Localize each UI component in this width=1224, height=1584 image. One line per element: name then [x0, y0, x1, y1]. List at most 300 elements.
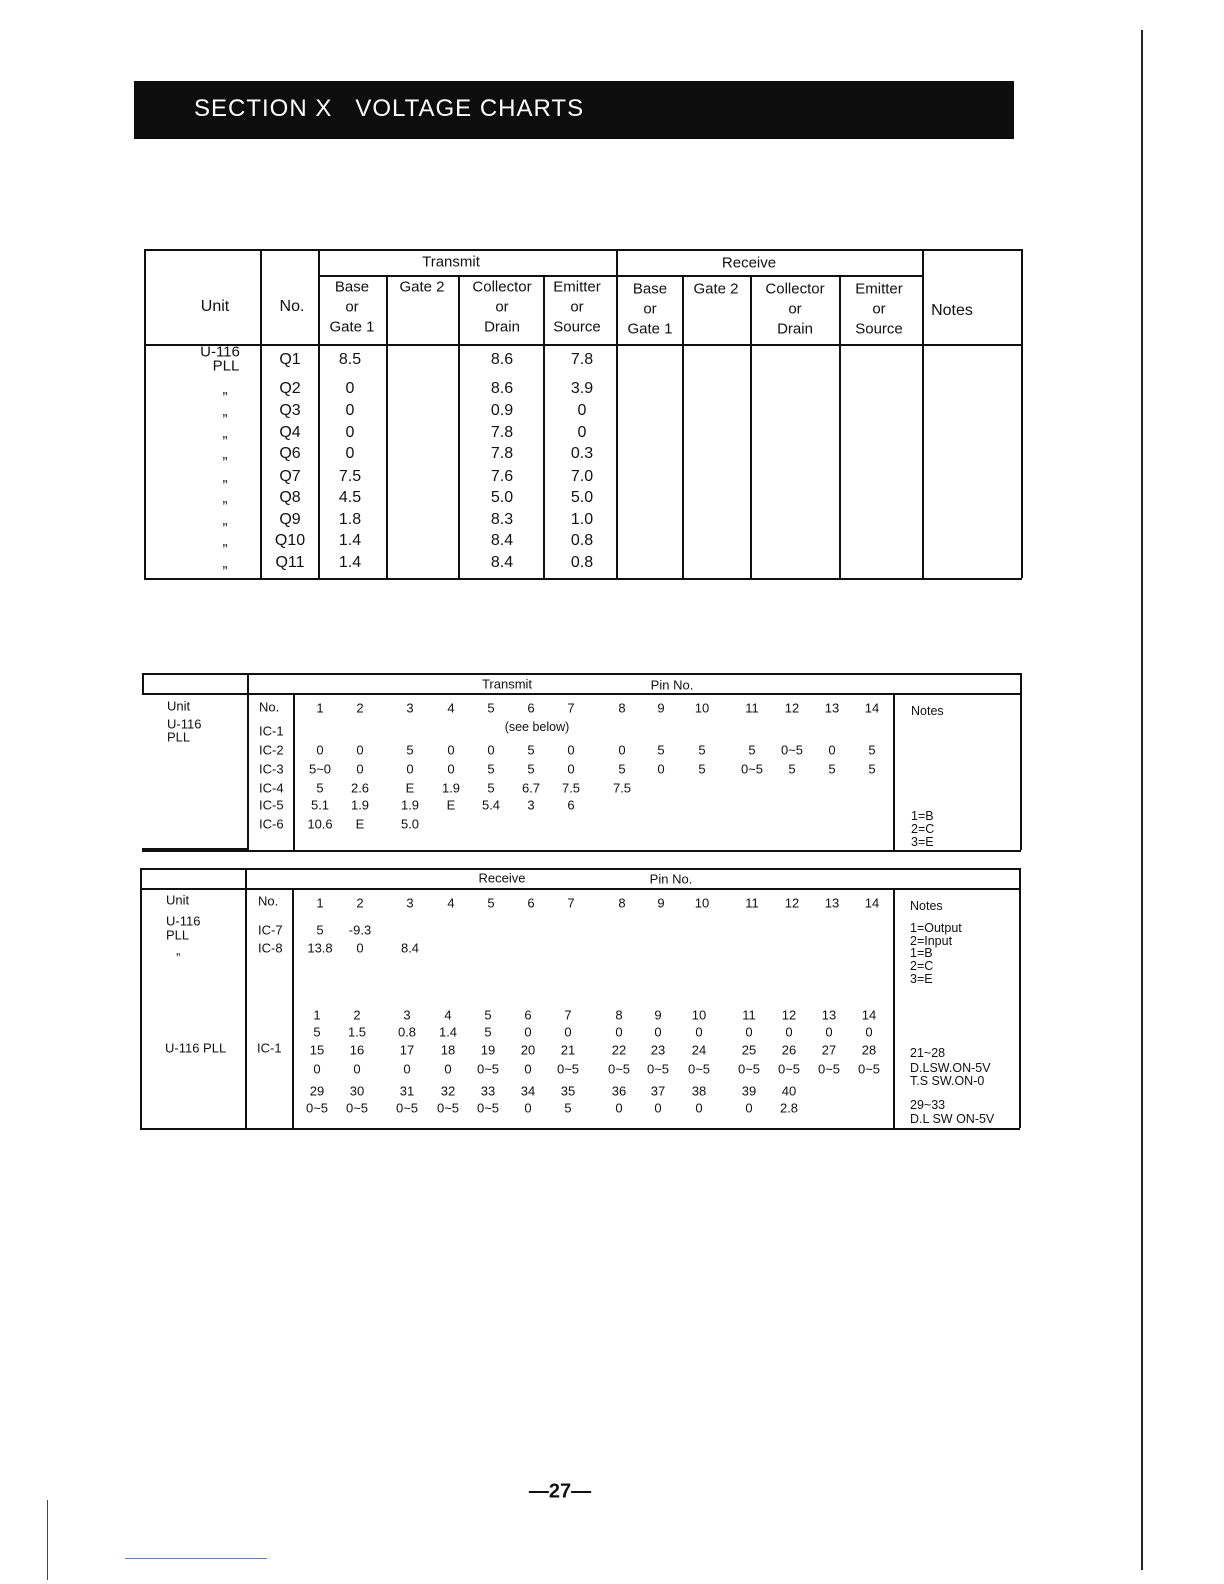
- group-header-receive: Receive: [721, 254, 777, 272]
- cell-collector: 0.9: [490, 402, 514, 419]
- pin-voltage: 5: [698, 761, 706, 777]
- pin-voltage: 1.9: [400, 797, 420, 813]
- pin-voltage: 5: [698, 742, 706, 758]
- cell-collector: 5.0: [490, 489, 514, 506]
- table-rule: [140, 868, 1019, 870]
- pin-voltage: 1.4: [438, 1024, 458, 1040]
- pin-number: 3: [406, 895, 414, 911]
- pin-no-header: Pin No.: [649, 871, 693, 887]
- row-unit: PLL: [167, 729, 191, 745]
- column-header-no: No.: [259, 699, 280, 715]
- pin-voltage: 0~5: [737, 1061, 761, 1077]
- pin-voltage: 5: [564, 1100, 572, 1116]
- table-rule: [893, 693, 895, 850]
- pin-voltage: 5: [313, 1024, 321, 1040]
- pin-voltage: 1.9: [350, 797, 370, 813]
- pin-number: 12: [784, 895, 800, 911]
- column-header-sub: Source: [553, 318, 601, 336]
- column-header-no: No.: [279, 298, 305, 315]
- pin-voltage: 0~5: [556, 1061, 580, 1077]
- ditto-mark: „: [222, 445, 228, 463]
- cell-base: 0: [345, 424, 355, 441]
- pin-voltage: 1: [313, 1007, 321, 1023]
- pin-voltage: 0: [654, 1024, 662, 1040]
- row-unit: U-116: [167, 716, 202, 732]
- pin-voltage: 6.7: [521, 780, 541, 796]
- pin-voltage: 9: [654, 1007, 662, 1023]
- column-header-notes: Notes: [910, 898, 943, 913]
- pin-voltage: 40: [781, 1083, 797, 1099]
- pin-voltage: 38: [691, 1083, 707, 1099]
- pin-voltage: 4: [444, 1007, 452, 1023]
- pin-voltage: 0: [615, 1100, 623, 1116]
- pin-voltage: 0: [615, 1024, 623, 1040]
- pin-voltage: 0.8: [397, 1024, 417, 1040]
- table-rule: [293, 693, 295, 850]
- table-rule: [142, 673, 1020, 675]
- pin-voltage: 21: [560, 1042, 576, 1058]
- pin-voltage: 0~5: [345, 1100, 369, 1116]
- table-rule: [1021, 249, 1023, 578]
- pin-number: 8: [618, 700, 626, 716]
- pin-voltage: 32: [440, 1083, 456, 1099]
- pin-number: 14: [864, 895, 880, 911]
- pin-voltage: 8: [615, 1007, 623, 1023]
- pin-voltage: 5: [618, 761, 626, 777]
- note-line: 2=C: [910, 958, 934, 973]
- pin-voltage: 0~5: [436, 1100, 460, 1116]
- note-line: D.L SW ON-5V: [910, 1111, 995, 1126]
- pin-voltage: 0: [447, 761, 455, 777]
- pin-voltage: 3: [527, 797, 535, 813]
- note-line: 1=B: [910, 945, 933, 960]
- row-no: IC-4: [259, 780, 284, 796]
- cell-collector: 8.4: [490, 532, 514, 549]
- pin-voltage: 0~5: [476, 1061, 500, 1077]
- pin-voltage: 5.4: [481, 797, 501, 813]
- section-header: [134, 81, 1014, 139]
- pin-voltage: 0: [316, 742, 324, 758]
- pin-voltage: 14: [861, 1007, 877, 1023]
- pin-voltage: 0: [695, 1100, 703, 1116]
- pin-number: 1: [316, 895, 324, 911]
- table-rule: [1020, 673, 1022, 850]
- pin-voltage: 37: [650, 1083, 666, 1099]
- pin-voltage: 5.0: [400, 816, 420, 832]
- cell-collector: 8.4: [490, 554, 514, 571]
- pin-voltage: 0: [695, 1024, 703, 1040]
- cell-emitter: 0.8: [570, 554, 594, 571]
- cell-base: 1.8: [338, 511, 362, 528]
- ditto-mark: „: [222, 532, 228, 550]
- pin-voltage: 0: [745, 1100, 753, 1116]
- table-rule: [292, 888, 294, 1128]
- pin-voltage: 0: [865, 1024, 873, 1040]
- pin-voltage: 19: [480, 1042, 496, 1058]
- group-header-transmit: Transmit: [422, 253, 480, 271]
- pin-voltage: 36: [611, 1083, 627, 1099]
- pin-voltage: 7: [564, 1007, 572, 1023]
- pin-voltage: 24: [691, 1042, 707, 1058]
- pin-voltage: 5.1: [310, 797, 330, 813]
- pin-voltage: E: [405, 780, 415, 796]
- pin-voltage: E: [446, 797, 456, 813]
- row-no: IC-7: [258, 922, 283, 938]
- note-line: 1=Output: [910, 920, 962, 935]
- pin-voltage: 16: [349, 1042, 365, 1058]
- row-unit: U-116 PLL: [165, 1040, 227, 1056]
- pin-voltage: E: [355, 816, 365, 832]
- cell-base: 1.4: [338, 554, 362, 571]
- table-rule: [144, 344, 1021, 346]
- cell-emitter: 3.9: [570, 380, 594, 397]
- table-rule: [318, 249, 320, 578]
- pin-voltage: 0~5: [777, 1061, 801, 1077]
- column-header-sub: Collector: [765, 280, 825, 298]
- pin-voltage: 0~5: [476, 1100, 500, 1116]
- pin-voltage: 5~0: [308, 761, 332, 777]
- table-rule: [142, 673, 144, 693]
- pin-number: 14: [864, 700, 880, 716]
- pin-voltage: 0: [444, 1061, 452, 1077]
- row-no: Q4: [279, 424, 301, 441]
- pin-voltage: 5: [657, 742, 665, 758]
- pin-voltage: 0: [524, 1061, 532, 1077]
- pin-number: 7: [567, 895, 575, 911]
- table-rule: [543, 275, 545, 578]
- pin-voltage: 0: [825, 1024, 833, 1040]
- table-rule: [750, 275, 752, 578]
- column-header-sub: or: [345, 298, 359, 316]
- row-no: Q9: [279, 511, 301, 528]
- ditto-mark: „: [222, 402, 228, 420]
- pin-voltage: 11: [742, 1007, 756, 1023]
- table-rule: [245, 868, 247, 1128]
- row-no: Q1: [279, 351, 301, 368]
- table-rule: [318, 275, 922, 277]
- note-line: D.LSW.ON-5V: [910, 1060, 991, 1075]
- pin-voltage: 3: [403, 1007, 411, 1023]
- row-no: Q8: [279, 489, 301, 506]
- pin-voltage: 0: [567, 761, 575, 777]
- pin-number: 4: [447, 895, 455, 911]
- pin-voltage: 0: [356, 940, 364, 956]
- column-header-unit: Unit: [200, 298, 230, 315]
- pin-number: 3: [406, 700, 414, 716]
- pin-number: 1: [316, 700, 324, 716]
- cell-emitter: 7.0: [570, 468, 594, 485]
- pin-voltage: 6: [524, 1007, 532, 1023]
- pin-voltage: 7.5: [612, 780, 632, 796]
- cell-emitter: 0.8: [570, 532, 594, 549]
- column-header-sub: Gate 2: [399, 278, 445, 296]
- pin-voltage: 39: [741, 1083, 757, 1099]
- column-header-sub: or: [788, 300, 802, 318]
- pin-voltage: 18: [440, 1042, 456, 1058]
- pin-voltage: 0: [353, 1061, 361, 1077]
- table-rule: [893, 888, 895, 1128]
- table-rule: [458, 275, 460, 578]
- table-rule: [386, 275, 388, 578]
- pin-voltage: 0~5: [646, 1061, 670, 1077]
- group-header-receive: Receive: [478, 870, 526, 886]
- cell-collector: 8.6: [490, 380, 514, 397]
- pin-voltage: 0~5: [395, 1100, 419, 1116]
- column-header-unit: Unit: [167, 698, 191, 714]
- cell-emitter: 0: [577, 402, 587, 419]
- note-line: 21~28: [910, 1045, 946, 1060]
- pin-voltage: 33: [480, 1083, 496, 1099]
- pin-voltage: 34: [520, 1083, 536, 1099]
- column-header-no: No.: [258, 893, 279, 909]
- pin-voltage: 27: [821, 1042, 837, 1058]
- column-header-sub: Base: [334, 278, 370, 296]
- pin-voltage: 6: [567, 797, 575, 813]
- column-header-sub: Collector: [472, 278, 532, 296]
- pin-voltage: 12: [781, 1007, 797, 1023]
- pin-number: 11: [745, 700, 759, 716]
- column-header-sub: or: [570, 298, 584, 316]
- column-header-sub: Drain: [777, 320, 813, 338]
- cell-collector: 8.6: [490, 351, 514, 368]
- cell-emitter: 5.0: [570, 489, 594, 506]
- pin-voltage: 0~5: [780, 742, 804, 758]
- pin-voltage: 35: [560, 1083, 576, 1099]
- table-rule: [140, 888, 1019, 890]
- table-rule: [1019, 868, 1021, 1128]
- column-header-sub: Emitter: [855, 280, 903, 298]
- pin-voltage: 0~5: [817, 1061, 841, 1077]
- pin-voltage: 0: [785, 1024, 793, 1040]
- row-no: IC-1: [257, 1040, 282, 1056]
- pin-voltage: 0: [487, 742, 495, 758]
- pin-voltage: 10: [691, 1007, 707, 1023]
- pin-voltage: 0: [618, 742, 626, 758]
- column-header-notes: Notes: [931, 302, 973, 319]
- pin-voltage: 5: [788, 761, 796, 777]
- pin-voltage: 0: [828, 742, 836, 758]
- pin-number: 2: [356, 895, 364, 911]
- pin-voltage: 2.8: [779, 1100, 799, 1116]
- note-line: 29~33: [910, 1097, 946, 1112]
- row-unit: U-116: [166, 913, 201, 929]
- pin-voltage: 25: [741, 1042, 757, 1058]
- pin-number: 8: [618, 895, 626, 911]
- pin-voltage: 0: [356, 761, 364, 777]
- note-line: T.S SW.ON-0: [910, 1073, 985, 1088]
- pin-voltage: 1.9: [441, 780, 461, 796]
- pin-voltage: 2: [353, 1007, 361, 1023]
- pin-voltage: 5: [527, 761, 535, 777]
- cell-base: 7.5: [338, 468, 362, 485]
- pin-voltage: 0~5: [857, 1061, 881, 1077]
- pin-voltage: -9.3: [348, 922, 372, 938]
- section-title: SECTION X VOLTAGE CHARTS: [194, 95, 585, 122]
- pin-voltage: 26: [781, 1042, 797, 1058]
- see-below-note: (see below): [504, 719, 570, 734]
- row-no: IC-1: [259, 723, 284, 739]
- pin-voltage: 31: [399, 1083, 415, 1099]
- cell-base: 0: [345, 445, 355, 462]
- column-header-sub: or: [872, 300, 886, 318]
- pin-voltage: 0: [356, 742, 364, 758]
- note-line: 2=Input: [910, 933, 953, 948]
- cell-collector: 7.8: [490, 445, 514, 462]
- column-header-sub: Gate 1: [627, 320, 673, 338]
- pin-voltage: 0: [524, 1024, 532, 1040]
- pin-number: 11: [745, 895, 759, 911]
- row-no: IC-2: [259, 742, 284, 758]
- pin-voltage: 0: [447, 742, 455, 758]
- pin-voltage: 1.5: [347, 1024, 367, 1040]
- margin-rule: [1141, 30, 1143, 1570]
- cell-emitter: 0: [577, 424, 587, 441]
- pin-no-header: Pin No.: [650, 677, 694, 693]
- pin-voltage: 0: [657, 761, 665, 777]
- pin-voltage: 15: [309, 1042, 325, 1058]
- note-line: 3=E: [911, 834, 934, 849]
- row-no: IC-5: [259, 797, 284, 813]
- table-rule: [144, 578, 1022, 580]
- group-header-transmit: Transmit: [481, 676, 533, 692]
- pin-voltage: 0~5: [687, 1061, 711, 1077]
- column-header-sub: or: [643, 300, 657, 318]
- pin-voltage: 5: [868, 742, 876, 758]
- cell-base: 0: [345, 380, 355, 397]
- pin-voltage: 29: [309, 1083, 325, 1099]
- ditto-mark: „: [222, 489, 228, 507]
- pin-voltage: 5: [484, 1007, 492, 1023]
- pin-number: 10: [694, 895, 710, 911]
- pin-voltage: 0: [313, 1061, 321, 1077]
- pin-voltage: 22: [611, 1042, 627, 1058]
- column-header-sub: Drain: [484, 318, 520, 336]
- page-number: —27—: [528, 1480, 592, 1503]
- pin-voltage: 10.6: [307, 816, 333, 832]
- note-line: 3=E: [910, 971, 933, 986]
- pin-voltage: 5: [748, 742, 756, 758]
- ditto-mark: „: [176, 942, 181, 958]
- column-header-sub: Gate 1: [329, 318, 375, 336]
- table-rule: [142, 693, 1020, 695]
- row-no: Q7: [279, 468, 301, 485]
- note-line: 1=B: [911, 808, 934, 823]
- pin-number: 13: [824, 895, 840, 911]
- pin-voltage: 7.5: [561, 780, 581, 796]
- pin-voltage: 13: [821, 1007, 837, 1023]
- pin-voltage: 5: [406, 742, 414, 758]
- column-header-sub: Base: [632, 280, 668, 298]
- pin-voltage: 5: [487, 761, 495, 777]
- cell-emitter: 0.3: [570, 445, 594, 462]
- pin-voltage: 28: [861, 1042, 877, 1058]
- pin-voltage: 17: [399, 1042, 415, 1058]
- row-no: IC-6: [259, 816, 284, 832]
- column-header-sub: Emitter: [553, 278, 601, 296]
- table-rule: [839, 275, 841, 578]
- pin-voltage: 8.4: [400, 940, 420, 956]
- pin-number: 5: [487, 700, 495, 716]
- row-no: IC-8: [258, 940, 283, 956]
- cell-collector: 8.3: [490, 511, 514, 528]
- table-rule: [247, 673, 249, 850]
- row-no: Q10: [274, 532, 306, 549]
- row-unit: PLL: [212, 357, 240, 375]
- row-no: Q6: [279, 445, 301, 462]
- table-rule: [260, 249, 262, 578]
- pin-number: 13: [824, 700, 840, 716]
- pin-voltage: 5: [828, 761, 836, 777]
- pin-number: 7: [567, 700, 575, 716]
- ditto-mark: „: [222, 468, 228, 486]
- cell-collector: 7.8: [490, 424, 514, 441]
- left-mark: [47, 1500, 48, 1580]
- row-no: Q2: [279, 380, 301, 397]
- pin-number: 6: [527, 895, 535, 911]
- pin-voltage: 5: [487, 780, 495, 796]
- cell-base: 4.5: [338, 489, 362, 506]
- table-rule: [140, 1128, 1020, 1130]
- column-header-sub: or: [495, 298, 509, 316]
- pin-number: 4: [447, 700, 455, 716]
- column-header-sub: Gate 2: [693, 280, 739, 298]
- row-no: IC-3: [259, 761, 284, 777]
- table-rule: [682, 275, 684, 578]
- ditto-mark: „: [222, 380, 228, 398]
- table-rule: [142, 850, 1021, 852]
- pin-voltage: 0: [403, 1061, 411, 1077]
- pin-voltage: 0: [745, 1024, 753, 1040]
- footer-rule: [125, 1558, 267, 1559]
- table-rule: [142, 848, 247, 850]
- pin-voltage: 23: [650, 1042, 666, 1058]
- cell-emitter: 1.0: [570, 511, 594, 528]
- cell-collector: 7.6: [490, 468, 514, 485]
- column-header-sub: Source: [855, 320, 903, 338]
- cell-base: 0: [345, 402, 355, 419]
- pin-voltage: 0~5: [607, 1061, 631, 1077]
- pin-voltage: 30: [349, 1083, 365, 1099]
- table-rule: [616, 249, 618, 578]
- pin-number: 9: [657, 895, 665, 911]
- table-rule: [144, 249, 1021, 251]
- pin-voltage: 20: [520, 1042, 536, 1058]
- cell-base: 8.5: [338, 351, 362, 368]
- pin-voltage: 0: [406, 761, 414, 777]
- table-rule: [140, 868, 142, 1128]
- pin-number: 5: [487, 895, 495, 911]
- pin-voltage: 5: [527, 742, 535, 758]
- pin-voltage: 0: [524, 1100, 532, 1116]
- pin-number: 12: [784, 700, 800, 716]
- ditto-mark: „: [222, 511, 228, 529]
- ditto-mark: „: [222, 554, 228, 572]
- pin-voltage: 0: [654, 1100, 662, 1116]
- column-header-notes: Notes: [911, 703, 944, 718]
- pin-number: 9: [657, 700, 665, 716]
- pin-voltage: 5: [484, 1024, 492, 1040]
- pin-voltage: 5: [316, 922, 324, 938]
- note-line: 2=C: [911, 821, 935, 836]
- row-no: Q11: [275, 554, 305, 571]
- table-rule: [922, 249, 924, 578]
- pin-voltage: 0~5: [305, 1100, 329, 1116]
- pin-voltage: 0~5: [740, 761, 764, 777]
- pin-voltage: 5: [868, 761, 876, 777]
- pin-voltage: 0: [567, 742, 575, 758]
- row-no: Q3: [279, 402, 301, 419]
- pin-number: 6: [527, 700, 535, 716]
